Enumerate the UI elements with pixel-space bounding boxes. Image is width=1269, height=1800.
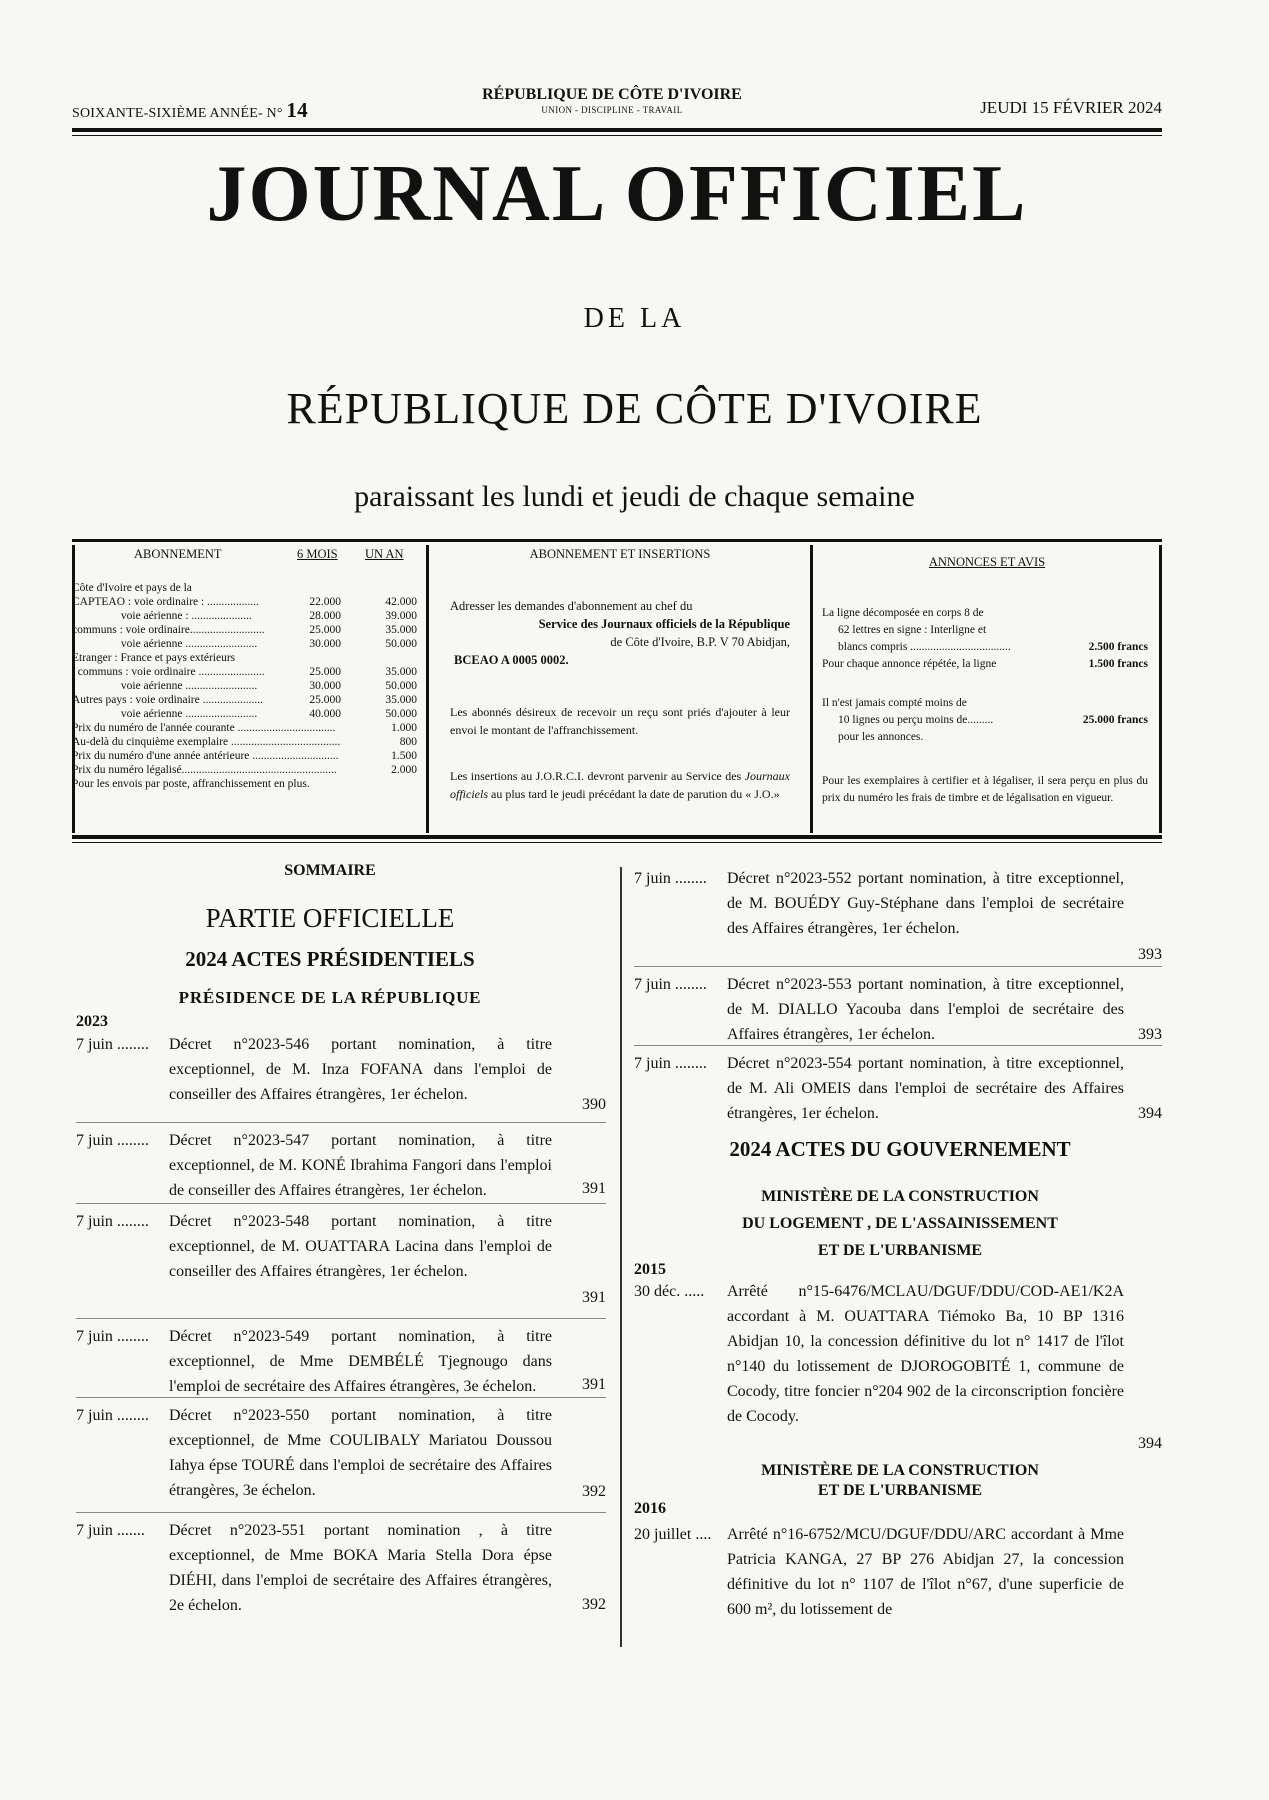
rate-one-year: 39.000 (385, 610, 417, 622)
box-top-rule (72, 539, 1162, 542)
ministere-2-title (640, 1461, 1160, 1501)
annonces-line-6-text: 10 lignes ou perçu moins de......... (838, 714, 994, 726)
entry-date: 7 juin ........ (76, 1213, 149, 1230)
entry-separator (634, 966, 1162, 967)
insertions-p3-a: Les insertions au J.O.R.C.I. devront parvenir au Service des (450, 769, 742, 783)
entry-2015-page: 394 (1138, 1435, 1162, 1452)
rate-label: communs : voie ordinaire.......................... (72, 624, 265, 636)
abonnement-column (72, 545, 417, 835)
publication-frequency: paraissant les lundi et jeudi de chaque semaine (354, 480, 915, 513)
box-divider-2 (810, 545, 813, 833)
sommaire-entry (76, 1403, 606, 1511)
entry-2016-text: Arrêté n°16-6752/MCU/DGUF/DDU/ARC accordant à Mme Patricia KANGA, 27 BP 276 Abidjan 27, la concession définitive du lot n° 1107 de l'îlot n°67, d'une superficie de 600 m², du lotissement de (727, 1526, 1124, 1618)
entry-page: 391 (582, 1289, 606, 1306)
entry-separator (76, 1203, 606, 1204)
annonces-line-4 (822, 656, 1148, 673)
entry-date: 7 juin ........ (634, 976, 707, 993)
ministere-2-line-a: MINISTÈRE DE LA CONSTRUCTION (761, 1462, 1039, 1479)
entry-text: Décret n°2023-553 portant nomination, à titre exceptionnel, de M. DIALLO Yacouba dans l'emploi de secrétaire des Affaires étrangères, 1er échelon. (727, 976, 1124, 1043)
sommaire-entry (76, 1324, 606, 1396)
sommaire-entry (634, 866, 1162, 961)
partie-officielle-title: PARTIE OFFICIELLE (205, 903, 455, 933)
entry-text: Décret n°2023-547 portant nomination, à titre exceptionnel, de M. KONÉ Ibrahima Fangori dans l'emploi de conseiller des Affaires étrangères, 1er échelon. (169, 1132, 552, 1199)
rate-one-year: 35.000 (385, 694, 417, 706)
box-divider-1 (426, 545, 429, 833)
entry-2016 (634, 1522, 1162, 1622)
year-2016: 2016 (634, 1500, 666, 1517)
rate-label: Prix du numéro légalisé...................................................... (72, 764, 337, 776)
entry-page: 392 (582, 1596, 606, 1613)
rate-row (72, 749, 417, 763)
entry-date: 7 juin ........ (76, 1328, 149, 1345)
sommaire-entry (76, 1032, 606, 1122)
box-bottom-rule-thin (72, 842, 1162, 843)
annonces-line-4-text: Pour chaque annonce répétée, la ligne (822, 658, 997, 670)
entry-2015-text: Arrêté n°15-6476/MCLAU/DGUF/DDU/COD-AE1/K2A accordant à M. OUATTARA Tiémoko Ba, 10 BP 1316 Abidjan 10, la concession définitive du lot n° 1417 de l'îlot n°140 du lotissement de DJOROGOBITÉ 1, commune de Cocody, titre foncier n°204 902 de la circonscription foncière de Cocody. (727, 1283, 1124, 1425)
rate-one-year: 35.000 (385, 666, 417, 678)
one-year-header: UN AN (365, 547, 404, 561)
rate-row (72, 679, 417, 693)
rate-row (72, 707, 417, 721)
ministere-1-line-b: DU LOGEMENT , DE L'ASSAINISSEMENT (742, 1215, 1058, 1232)
rate-label: Autres pays : voie ordinaire ..................... (72, 694, 263, 706)
actes-gouvernement-title: 2024 ACTES DU GOUVERNEMENT (729, 1137, 1071, 1161)
annonces-line-3-text: blancs compris ................................... (838, 641, 1011, 653)
rate-row (72, 735, 417, 749)
entry-date: 7 juin ........ (634, 870, 707, 887)
entry-page: 393 (1138, 1026, 1162, 1043)
insertions-p3-b: Journaux officiels (450, 769, 790, 801)
rate-row (72, 651, 417, 665)
rate-row (72, 777, 417, 791)
rate-six-months: 28.000 (309, 610, 341, 622)
entry-text: Décret n°2023-551 portant nomination , à titre exceptionnel, de Mme BOKA Maria Stella Dora épse DIÉHI, dans l'emploi de secrétaire des Affaires étrangères, 2e échelon. (169, 1522, 552, 1614)
rate-one-year: 50.000 (385, 708, 417, 720)
sommaire-entry (76, 1209, 606, 1317)
entry-separator (76, 1122, 606, 1123)
rate-six-months: 25.000 (309, 666, 341, 678)
rate-six-months: 30.000 (309, 680, 341, 692)
entry-separator (76, 1318, 606, 1319)
insertions-paragraph-2: Les abonnés désireux de recevoir un reçu sont priés d'ajouter à leur envoi le montant de l'affranchissement. (450, 705, 790, 737)
abonnement-header: ABONNEMENT (134, 547, 222, 561)
entry-separator (634, 1045, 1162, 1046)
insertions-paragraph-3 (450, 767, 790, 803)
column-divider (620, 867, 622, 1647)
year-2015: 2015 (634, 1261, 666, 1278)
rate-label: voie aérienne ......................... (72, 638, 258, 650)
rate-label: Pour les envois par poste, affranchissement en plus. (72, 778, 310, 790)
entry-date: 7 juin ....... (76, 1522, 145, 1539)
rate-row (72, 693, 417, 707)
rate-label: Prix du numéro de l'année courante .................................. (72, 722, 336, 734)
rate-one-year: 1.500 (391, 750, 417, 762)
annonces-header (822, 555, 1152, 570)
rate-label: voie aérienne : ..................... (72, 610, 252, 622)
entry-page: 392 (582, 1483, 606, 1500)
rate-row (72, 721, 417, 735)
ministere-1-line-a: MINISTÈRE DE LA CONSTRUCTION (761, 1188, 1039, 1205)
entry-text: Décret n°2023-548 portant nomination, à titre exceptionnel, de M. OUATTARA Lacina dans l'emploi de conseiller des Affaires étrangères, 1er échelon. (169, 1213, 552, 1280)
year-2023: 2023 (76, 1013, 108, 1030)
rate-label: CAPTEAO : voie ordinaire : .................. (72, 596, 259, 608)
masthead-top-line (72, 86, 1162, 126)
issue-label: SOIXANTE-SIXIÈME ANNÉE- N° (72, 106, 283, 121)
rate-one-year: 50.000 (385, 638, 417, 650)
rate-row (72, 763, 417, 777)
rate-row (72, 665, 417, 679)
box-bottom-rule (72, 835, 1162, 839)
rate-one-year: 50.000 (385, 680, 417, 692)
annonces-line-4-price: 1.500 francs (1088, 658, 1148, 670)
entry-date: 7 juin ........ (634, 1055, 707, 1072)
insertions-header: ABONNEMENT ET INSERTIONS (529, 547, 711, 561)
entry-text: Décret n°2023-546 portant nomination, à titre exceptionnel, de M. Inza FOFANA dans l'emploi de conseiller des Affaires étrangères, 1er échelon. (169, 1036, 552, 1103)
six-months-header: 6 MOIS (297, 547, 338, 561)
sommaire-entry (76, 1518, 606, 1618)
annonces-header-text: ANNONCES ET AVIS (928, 555, 1046, 569)
presidence-title: PRÉSIDENCE DE LA RÉPUBLIQUE (178, 988, 482, 1007)
entry-page: 393 (1138, 946, 1162, 963)
insertions-paragraph-1 (450, 597, 790, 669)
subscription-box (72, 545, 1162, 835)
rate-row (72, 581, 417, 595)
annonces-legalisation-note: Pour les exemplaires à certifier et à légaliser, il sera perçu en plus du prix du numéro les frais de timbre et de légalisation en vigueur. (822, 775, 1148, 804)
title-republic: RÉPUBLIQUE DE CÔTE D'IVOIRE (286, 384, 983, 433)
rate-row (72, 609, 417, 623)
entry-text: Décret n°2023-554 portant nomination, à titre exceptionnel, de M. Ali OMEIS dans l'emploi de secrétaire des Affaires étrangères, 1er échelon. (727, 1055, 1124, 1122)
rate-six-months: 25.000 (309, 624, 341, 636)
rate-label: communs : voie ordinaire ....................... (72, 666, 265, 678)
rate-label: voie aérienne ......................... (72, 680, 258, 692)
entry-separator (76, 1512, 606, 1513)
republic-header (462, 86, 762, 115)
sommaire-title: SOMMAIRE (284, 862, 376, 879)
entry-2015-date: 30 déc. ..... (634, 1283, 705, 1300)
entry-date: 7 juin ........ (76, 1036, 149, 1053)
insertions-p1-line-a: Adresser les demandes d'abonnement au chef du (450, 599, 693, 613)
journal-title: JOURNAL OFFICIEL (206, 150, 1028, 238)
insertions-p1-line-c: de Côte d'Ivoire, B.P. V 70 Abidjan, (610, 635, 790, 649)
rate-one-year: 42.000 (385, 596, 417, 608)
insertions-p3-c: au plus tard le jeudi précédant la date de parution du « J.O.» (491, 787, 780, 801)
entry-date: 7 juin ........ (76, 1407, 149, 1424)
sommaire-entry (634, 1051, 1162, 1123)
rate-six-months: 25.000 (309, 694, 341, 706)
insertions-p1-line-d: BCEAO A 0005 0002. (454, 653, 569, 667)
rate-one-year: 800 (399, 736, 417, 748)
issue-number: 14 (286, 98, 308, 122)
ministere-1-title (640, 1183, 1160, 1264)
rate-label: voie aérienne ......................... (72, 708, 258, 720)
entry-separator (76, 1397, 606, 1398)
rate-six-months: 30.000 (309, 638, 341, 650)
rate-one-year: 1.000 (391, 722, 417, 734)
annonces-line-2: 62 lettres en signe : Interligne et (838, 624, 987, 636)
entry-text: Décret n°2023-552 portant nomination, à titre exceptionnel, de M. BOUÉDY Guy-Stéphane dans l'emploi de secrétaire des Affaires étrangères, 1er échelon. (727, 870, 1124, 937)
rate-one-year: 35.000 (385, 624, 417, 636)
entry-2015 (634, 1279, 1162, 1454)
rate-row (72, 595, 417, 609)
issue-date: JEUDI 15 FÉVRIER 2024 (980, 98, 1162, 117)
actes-presidentiels-title: 2024 ACTES PRÉSIDENTIELS (185, 947, 475, 971)
entry-page: 394 (1138, 1105, 1162, 1122)
annonces-line-6 (822, 712, 1148, 729)
masthead-rule-thin (72, 135, 1162, 136)
republic-name: RÉPUBLIQUE DE CÔTE D'IVOIRE (482, 86, 742, 103)
sommaire-entry (634, 972, 1162, 1044)
rate-six-months: 40.000 (309, 708, 341, 720)
masthead-rule (72, 128, 1162, 132)
sommaire-entry (76, 1128, 606, 1203)
rate-row (72, 637, 417, 651)
annonces-line-1: La ligne décomposée en corps 8 de (822, 607, 984, 619)
rate-label: Prix du numéro d'une année antérieure .............................. (72, 750, 339, 762)
annonces-line-3-price: 2.500 francs (1088, 641, 1148, 653)
box-right-border (1159, 545, 1162, 833)
ministere-2-line-b: ET DE L'URBANISME (817, 1482, 983, 1499)
republic-motto: UNION - DISCIPLINE - TRAVAIL (541, 105, 683, 115)
title-de-la: DE LA (583, 303, 686, 334)
entry-date: 7 juin ........ (76, 1132, 149, 1149)
rate-label: Au-delà du cinquième exemplaire ...................................... (72, 736, 341, 748)
entry-page: 391 (582, 1180, 606, 1197)
annonces-line-6-price: 25.000 francs (1082, 714, 1148, 726)
annonces-line-3 (822, 639, 1148, 656)
rate-label: Côte d'Ivoire et pays de la (72, 582, 192, 594)
rate-row (72, 623, 417, 637)
rate-one-year: 2.000 (391, 764, 417, 776)
ministere-1-line-c: ET DE L'URBANISME (817, 1242, 983, 1259)
annonces-line-5: Il n'est jamais compté moins de (822, 697, 967, 709)
annonces-column (822, 545, 1152, 835)
annonces-line-7: pour les annonces. (838, 731, 924, 743)
rate-six-months: 22.000 (309, 596, 341, 608)
issue-line (72, 98, 308, 123)
entry-page: 391 (582, 1376, 606, 1393)
insertions-p1-line-b: Service des Journaux officiels de la République (538, 617, 790, 631)
entry-page: 390 (582, 1096, 606, 1113)
rate-label: Etranger : France et pays extérieurs (72, 652, 236, 664)
entry-2016-date: 20 juillet .... (634, 1526, 712, 1543)
entry-text: Décret n°2023-550 portant nomination, à titre exceptionnel, de Mme COULIBALY Mariatou Doussou Iahya épse TOURÉ dans l'emploi de secrétaire des Affaires étrangères, 3e échelon. (169, 1407, 552, 1499)
entry-text: Décret n°2023-549 portant nomination, à titre exceptionnel, de Mme DEMBÉLÉ Tjegnougo dans l'emploi de secrétaire des Affaires étrangères, 3e échelon. (169, 1328, 552, 1395)
